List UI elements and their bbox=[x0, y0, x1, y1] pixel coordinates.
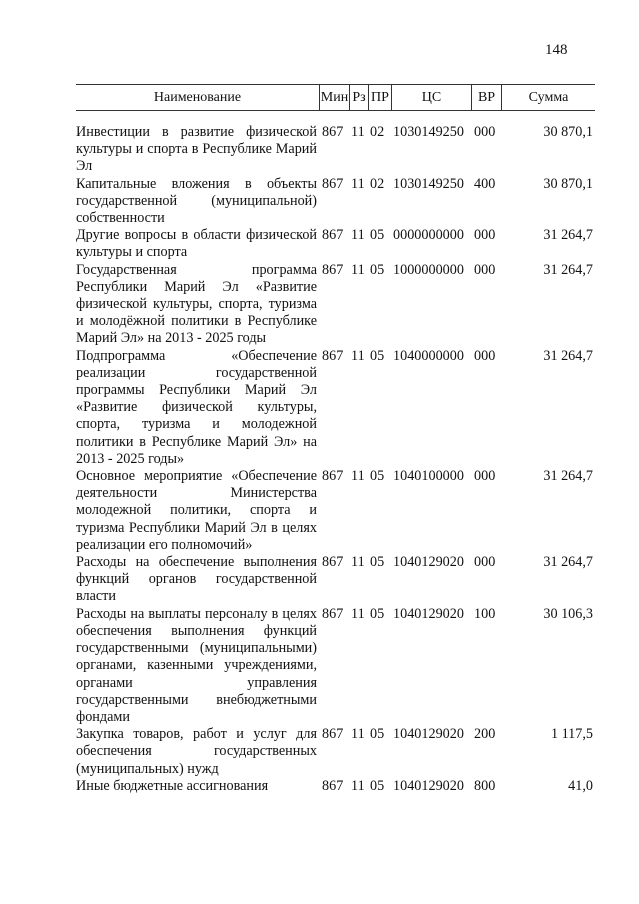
header-vr: ВР bbox=[471, 85, 501, 110]
row-cs: 1040000000 bbox=[393, 347, 464, 364]
table-row bbox=[76, 176, 595, 228]
table-row bbox=[76, 554, 595, 606]
table-row bbox=[76, 124, 595, 176]
row-name: Закупка товаров, работ и услуг для обеспечения государственных (муниципальных) нужд bbox=[76, 726, 317, 777]
row-vr: 200 bbox=[474, 726, 496, 743]
row-rz: 11 bbox=[351, 554, 365, 571]
row-rz: 11 bbox=[351, 261, 365, 278]
row-sum: 30 106,3 bbox=[543, 605, 593, 622]
row-name: Государственная программа Республики Марий Эл «Развитие физической культуры, спорта, туризма и молодёжной политики в Республике Марий Эл» на 2013 - 2025 годы bbox=[76, 261, 317, 347]
row-min: 867 bbox=[322, 726, 344, 743]
row-sum: 30 870,1 bbox=[543, 124, 593, 140]
row-rz: 11 bbox=[351, 468, 365, 485]
row-name: Подпрограмма «Обеспечение реализации государственной программы Республики Марий Эл «Развитие физической культуры, спорта, туризма и молодежной политики в Республике Марий Эл» на 2013 - 2025 годы» bbox=[76, 347, 317, 467]
row-vr: 000 bbox=[474, 124, 496, 140]
row-cs: 1040100000 bbox=[393, 468, 464, 485]
row-name: Расходы на обеспечение выполнения функций органов государственной власти bbox=[76, 554, 317, 605]
row-sum: 31 264,7 bbox=[543, 347, 593, 364]
row-pr: 02 bbox=[370, 124, 385, 140]
row-vr: 400 bbox=[474, 175, 496, 192]
header-name: Наименование bbox=[153, 89, 242, 105]
row-rz: 11 bbox=[351, 726, 365, 743]
header-cs: ЦС bbox=[391, 85, 471, 110]
row-pr: 05 bbox=[370, 726, 385, 743]
row-pr: 05 bbox=[370, 468, 385, 485]
row-cs: 1030149250 bbox=[393, 175, 464, 192]
row-min: 867 bbox=[322, 124, 344, 140]
row-sum: 30 870,1 bbox=[543, 175, 593, 192]
table-body bbox=[76, 124, 595, 795]
header-sum: Сумма bbox=[501, 85, 595, 110]
row-rz: 11 bbox=[351, 124, 365, 140]
table-row bbox=[76, 778, 595, 795]
row-vr: 000 bbox=[474, 468, 496, 485]
row-cs: 1040129020 bbox=[393, 554, 464, 571]
row-cs: 1030149250 bbox=[393, 124, 464, 140]
row-rz: 11 bbox=[351, 777, 365, 794]
row-min: 867 bbox=[322, 468, 344, 485]
table-row bbox=[76, 348, 595, 468]
row-name: Другие вопросы в области физической культуры и спорта bbox=[76, 227, 317, 261]
table-header bbox=[76, 84, 595, 111]
table-row bbox=[76, 468, 595, 554]
row-name: Расходы на выплаты персоналу в целях обеспечения выполнения функций государственными (муниципальными) органами, казенными учреждениями, органами управления государственными внебюджетными фондами bbox=[76, 605, 317, 725]
row-min: 867 bbox=[322, 175, 344, 192]
row-cs: 1040129020 bbox=[393, 605, 464, 622]
row-vr: 100 bbox=[474, 605, 496, 622]
row-min: 867 bbox=[322, 227, 344, 244]
row-sum: 31 264,7 bbox=[543, 227, 593, 244]
row-sum: 31 264,7 bbox=[543, 554, 593, 571]
table-row bbox=[76, 726, 595, 778]
table-row bbox=[76, 227, 595, 261]
row-min: 867 bbox=[322, 554, 344, 571]
row-sum: 31 264,7 bbox=[543, 468, 593, 485]
row-min: 867 bbox=[322, 605, 344, 622]
row-cs: 1040129020 bbox=[393, 726, 464, 743]
row-pr: 05 bbox=[370, 605, 385, 622]
row-vr: 000 bbox=[474, 227, 496, 244]
table-row bbox=[76, 262, 595, 348]
row-rz: 11 bbox=[351, 605, 365, 622]
page-number: 148 bbox=[545, 42, 568, 58]
row-vr: 000 bbox=[474, 261, 496, 278]
row-sum: 1 117,5 bbox=[550, 726, 593, 743]
header-pr: ПР bbox=[368, 85, 391, 110]
row-cs: 1000000000 bbox=[393, 261, 464, 278]
row-pr: 05 bbox=[370, 777, 385, 794]
row-name: Инвестиции в развитие физической культуры и спорта в Республике Марий Эл bbox=[76, 124, 317, 175]
row-vr: 000 bbox=[474, 554, 496, 571]
row-vr: 000 bbox=[474, 347, 496, 364]
table-row bbox=[76, 606, 595, 726]
row-pr: 02 bbox=[370, 175, 385, 192]
budget-table bbox=[76, 84, 595, 795]
row-rz: 11 bbox=[351, 227, 365, 244]
row-sum: 41,0 bbox=[568, 777, 593, 794]
header-min: Мин bbox=[319, 85, 349, 110]
row-vr: 800 bbox=[474, 777, 496, 794]
row-name: Капитальные вложения в объекты государственной (муниципальной) собственности bbox=[76, 175, 317, 227]
header-rz: Рз bbox=[349, 85, 368, 110]
row-name: Основное мероприятие «Обеспечение деятельности Министерства молодежной политики, спорта и туризма Республики Марий Эл в целях реализации его полномочий» bbox=[76, 468, 317, 553]
row-name: Иные бюджетные ассигнования bbox=[76, 777, 269, 794]
row-min: 867 bbox=[322, 261, 344, 278]
row-pr: 05 bbox=[370, 227, 385, 244]
row-pr: 05 bbox=[370, 261, 385, 278]
row-rz: 11 bbox=[351, 175, 365, 192]
row-min: 867 bbox=[322, 347, 344, 364]
row-pr: 05 bbox=[370, 347, 385, 364]
row-sum: 31 264,7 bbox=[543, 261, 593, 278]
row-min: 867 bbox=[322, 777, 344, 794]
row-cs: 1040129020 bbox=[393, 777, 464, 794]
row-cs: 0000000000 bbox=[393, 227, 464, 244]
row-rz: 11 bbox=[351, 347, 365, 364]
row-pr: 05 bbox=[370, 554, 385, 571]
